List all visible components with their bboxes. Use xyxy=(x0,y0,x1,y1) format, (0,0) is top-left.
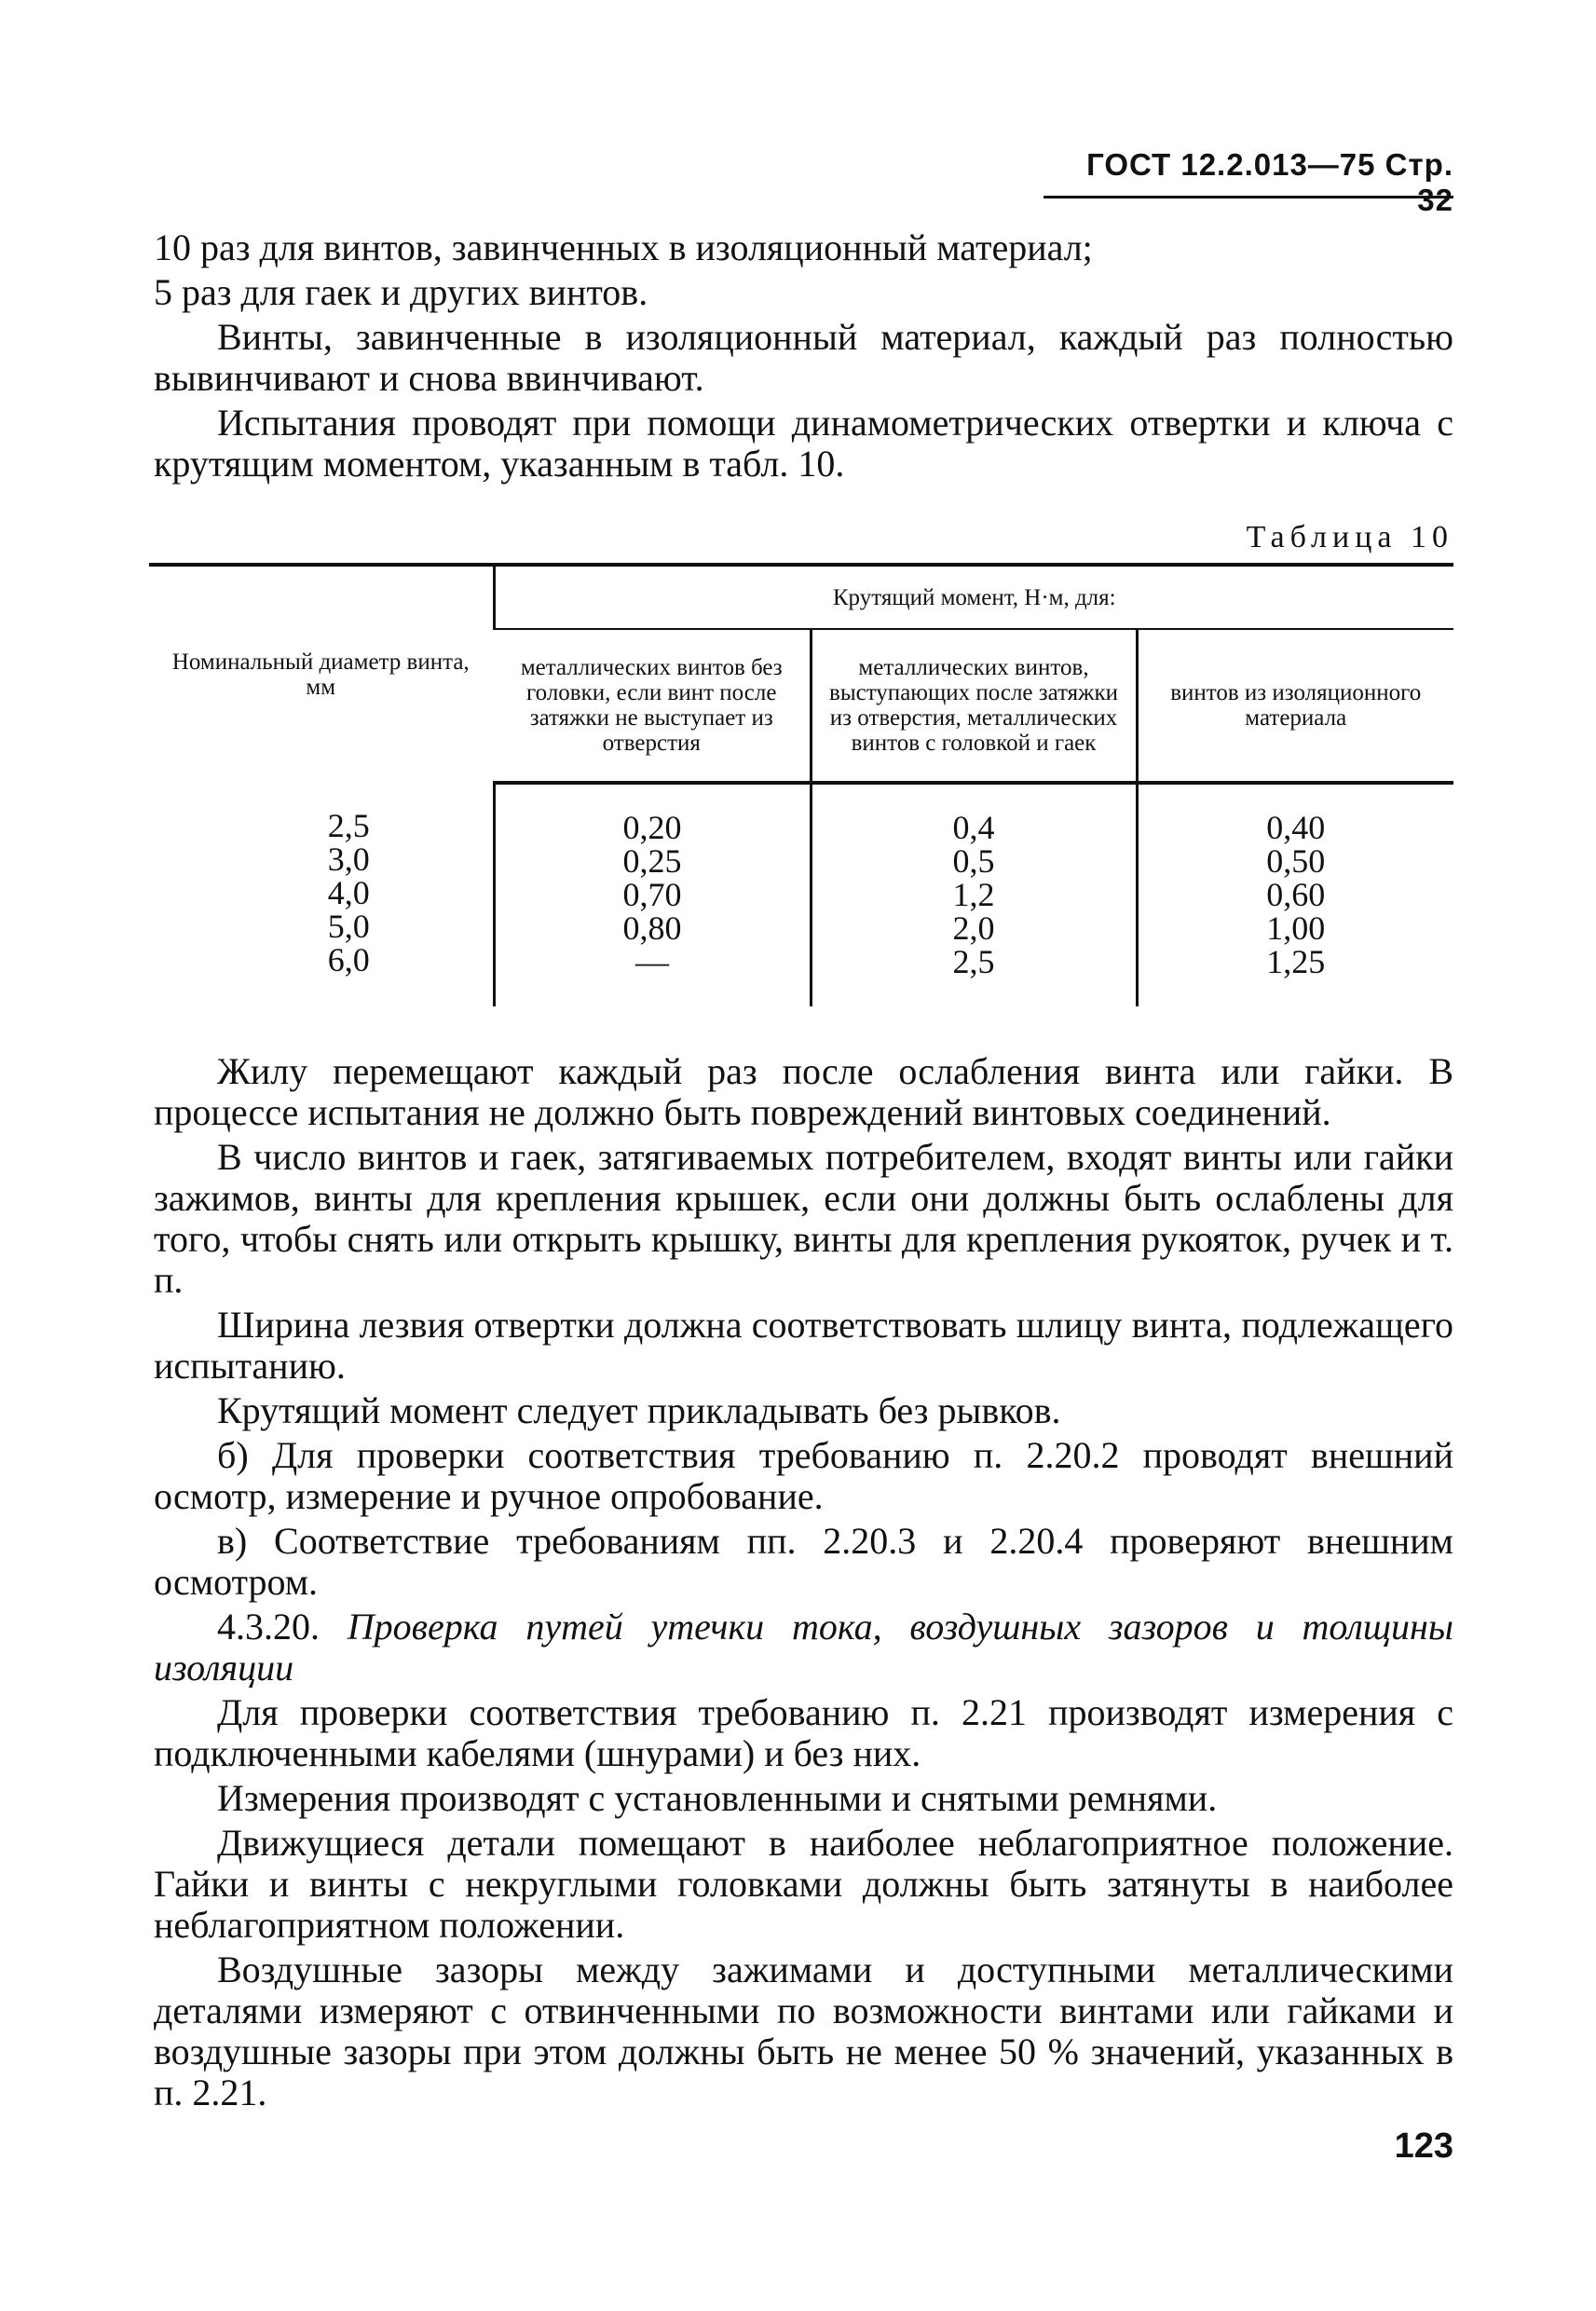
col-header-3: винтов из изоляционного материала xyxy=(1137,629,1453,783)
table-cell: 0,5 xyxy=(952,842,995,880)
intro-text xyxy=(154,227,1453,488)
table-cell: 1,25 xyxy=(1266,943,1326,980)
body-paragraph: Крутящий момент следует прикладывать без рывков. xyxy=(217,1389,1061,1431)
table-cell: 0,80 xyxy=(622,909,682,947)
body-paragraph: Жилу перемещают каждый раз после ослабления винта или гайки. В процессе испытания не должно быть повреждений винтовых соединений. xyxy=(154,1050,1453,1133)
body-paragraph: Для проверки соответствия требованию п. 2.21 производят измерения с подключенными кабелями (шнурами) и без них. xyxy=(154,1691,1453,1774)
body-paragraph: Воздушные зазоры между зажимами и доступными металлическими деталями измеряют с отвинченными по возможности винтами или гайками и воздушные зазоры при этом должны быть не менее 50 % значений, указанных в п. 2.21. xyxy=(154,1949,1453,2113)
table-cell: 0,70 xyxy=(622,876,682,913)
section-title: Проверка путей утечки тока, воздушных зазоров и толщины изоляции xyxy=(154,1606,1453,1689)
table-cell: 0,25 xyxy=(622,842,682,880)
table-cell: 0,20 xyxy=(622,809,682,846)
table-cell: 2,5 xyxy=(952,943,995,980)
body-paragraph: Ширина лезвия отвертки должна соответствовать шлицу винта, подлежащего испытанию. xyxy=(154,1304,1453,1387)
intro-paragraph-3: Винты, завинченные в изоляционный материал, каждый раз полностью вывинчивают и снова ввинчивают. xyxy=(154,316,1453,399)
table-cell: 0,50 xyxy=(1266,842,1326,880)
table-cell: 0,4 xyxy=(952,809,995,846)
torque-column-2 xyxy=(811,783,1137,1006)
group-header: Крутящий момент, Н·м, для: xyxy=(494,565,1453,629)
table-cell: 6,0 xyxy=(327,941,370,978)
col-header-1: металлических винтов без головки, если винт после затяжки не выступает из отверстия xyxy=(494,629,811,783)
table-title: Таблица 10 xyxy=(1246,520,1453,554)
body-paragraph: в) Соответствие требованиям пп. 2.20.3 и 2.20.4 проверяют внешним осмотром. xyxy=(154,1520,1453,1603)
page-number: 123 xyxy=(1394,2126,1453,2166)
section-number: 4.3.20. xyxy=(217,1606,320,1648)
table-cell: 3,0 xyxy=(327,841,370,878)
intro-paragraph-4: Испытания проводят при помощи динамометрических отвертки и ключа с крутящим моментом, указанным в табл. 10. xyxy=(154,402,1453,485)
header-rule xyxy=(1044,196,1453,198)
table-cell: 1,2 xyxy=(952,876,995,913)
torque-column-3 xyxy=(1137,783,1453,1006)
torque-column-1 xyxy=(494,783,811,1006)
table-cell: 1,00 xyxy=(1266,909,1326,947)
stub-header: Номинальный диаметр винта, мм xyxy=(149,565,494,783)
torque-table xyxy=(149,563,1453,1006)
body-paragraph: Движущиеся детали помещают в наиболее неблагоприятное положение. Гайки и винты с некруглыми головками должны быть затянуты в наиболее неблагоприятном положении. xyxy=(154,1822,1453,1946)
table-cell: 5,0 xyxy=(327,908,370,945)
section-heading xyxy=(154,1607,1453,1689)
table-cell: 2,0 xyxy=(952,909,995,947)
page-header: ГОСТ 12.2.013—75 Стр. 32 xyxy=(1086,147,1453,217)
table-cell: 2,5 xyxy=(327,807,370,844)
intro-line-1: 10 раз для винтов, завинченных в изоляционный материал; xyxy=(154,226,1093,268)
table-cell: 4,0 xyxy=(327,874,370,911)
table-cell: 0,40 xyxy=(1266,809,1326,846)
body-text xyxy=(154,1051,1453,2117)
table-cell: — xyxy=(635,943,669,980)
intro-line-2: 5 раз для гаек и других винтов. xyxy=(154,271,648,313)
diameter-column xyxy=(149,783,494,1006)
body-paragraph: В число винтов и гаек, затягиваемых потребителем, входят винты или гайки зажимов, винты для крепления крышек, если они должны быть ослаблены для того, чтобы снять или открыть крышку, винты для крепления рукояток, ручек и т. п. xyxy=(154,1136,1453,1301)
table-cell: 0,60 xyxy=(1266,876,1326,913)
table-body-row xyxy=(149,783,1453,1006)
body-paragraph: б) Для проверки соответствия требованию п. 2.20.2 проводят внешний осмотр, измерение и ручное опробование. xyxy=(154,1434,1453,1517)
body-paragraph: Измерения производят с установленными и снятыми ремнями. xyxy=(217,1777,1218,1819)
col-header-2: металлических винтов, выступающих после затяжки из отверстия, металлических винтов с головкой и гаек xyxy=(811,629,1137,783)
